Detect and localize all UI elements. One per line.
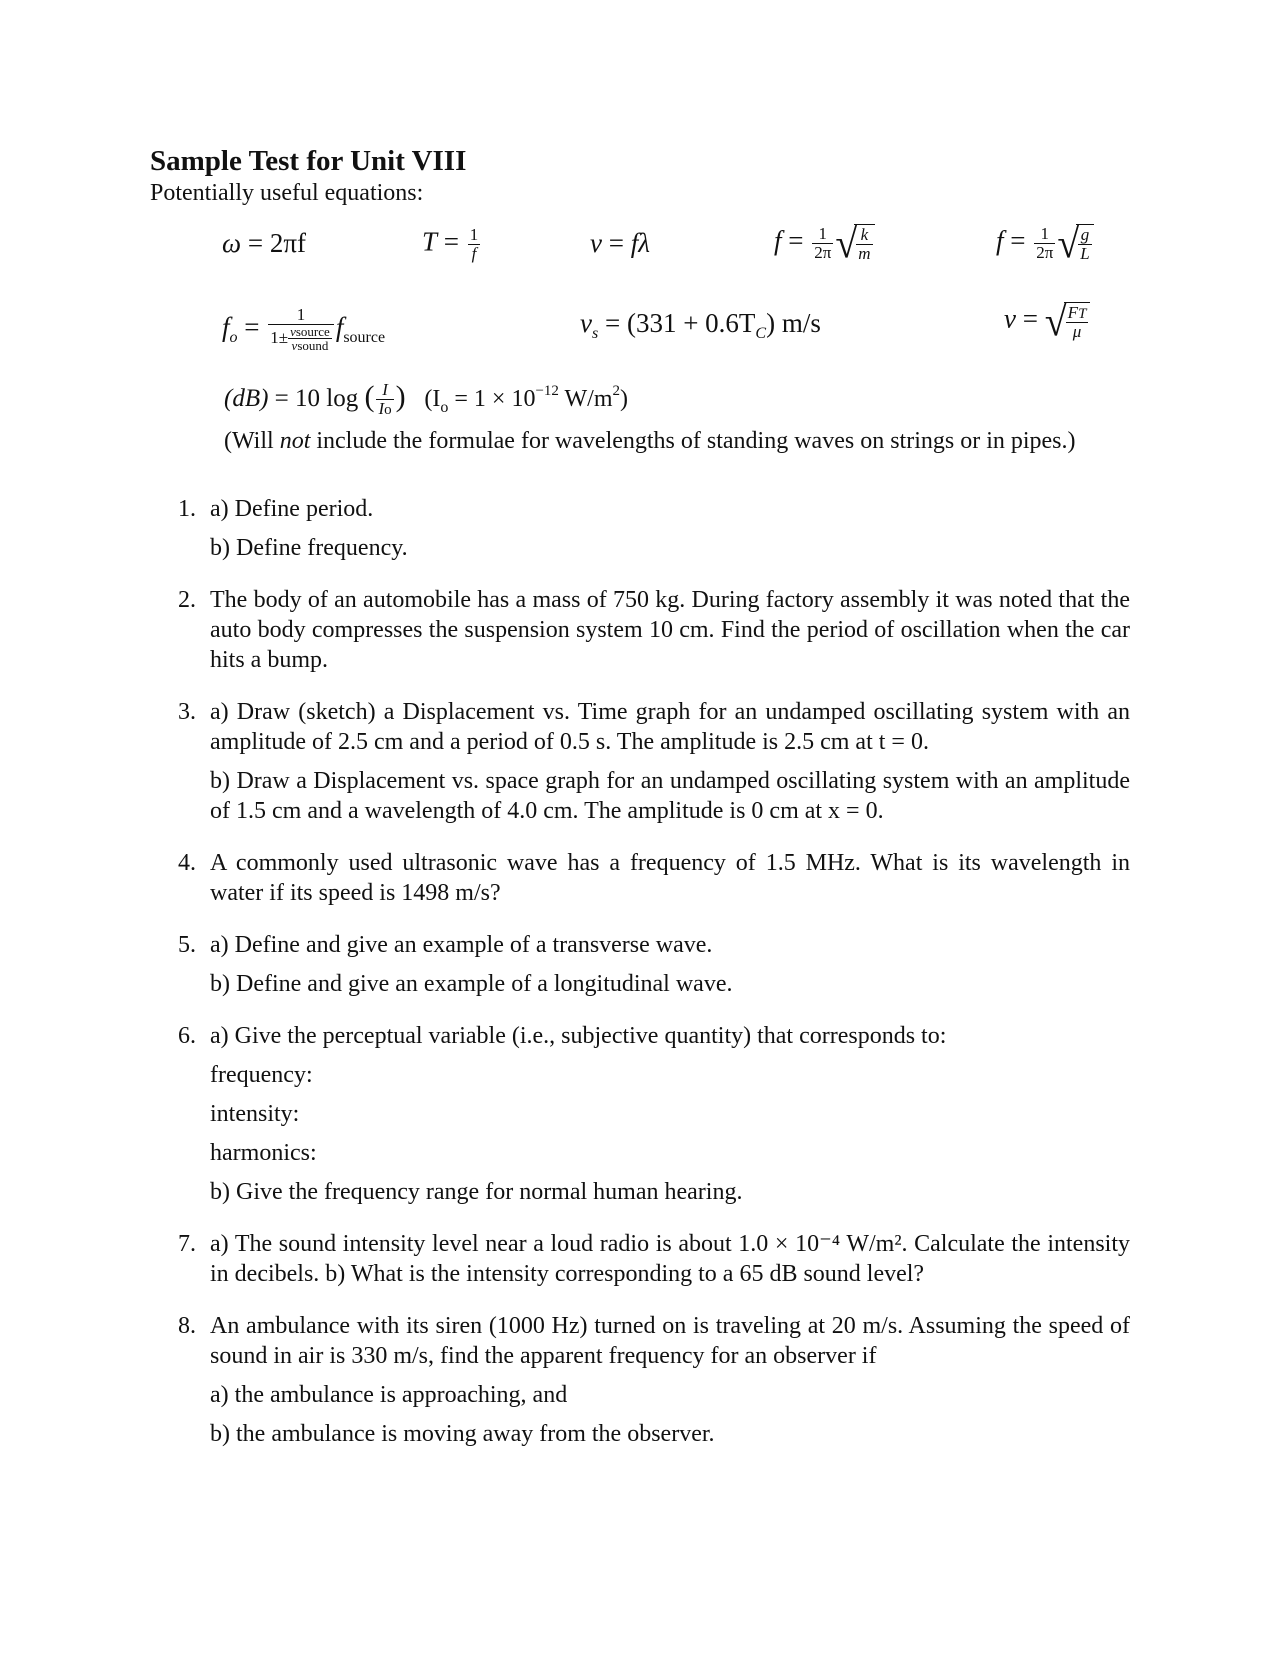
question-part: a) The sound intensity level near a loud radio is about 1.0 × 10⁻⁴ W/m². Calculate the intensity in decibels. b) What is the intensity corresponding to a 65 dB sound level? [210,1231,1130,1287]
question-5: 5. a) Define and give an example of a transverse wave. b) Define and give an example of a longitudinal wave. [170,930,1130,999]
equation-doppler: $f_o$ = 1 1± $\frac{\text{vsource}}{\text{vsound}}$ $f_{source}$ [222,305,386,354]
question-part: A commonly used ultrasonic wave has a frequency of 1.5 MHz. What is its wavelength in water if its speed is 1498 m/s? [210,850,1130,906]
question-part: b) Define and give an example of a longitudinal wave. [210,971,733,997]
question-part: The body of an automobile has a mass of 750 kg. During factory assembly it was noted that the auto body compresses the suspension system 10 cm. Find the period of oscillation when the car hits a bump. [210,587,1130,673]
question-part: a) Define period. [210,496,374,522]
equation-string-wave-speed: v = √ $\frac{FT}{\mu}$ [1004,298,1090,345]
question-part: b) Give the frequency range for normal human hearing. [210,1179,743,1205]
question-part: a) the ambulance is approaching, and [210,1382,568,1408]
square-root: √ $\frac{FT}{\mu}$ [1045,298,1091,345]
question-part: frequency: [210,1062,313,1088]
square-root: √ $\frac{g}{L}$ [1057,220,1093,267]
period-fraction: $\frac{1}{f}$ [469,225,479,263]
question-4: 4. A commonly used ultrasonic wave has a frequency of 1.5 MHz. What is its wavelength in water if its speed is 1498 m/s? [178,850,1130,906]
question-part: a) Give the perceptual variable (i.e., subjective quantity) that corresponds to: [210,1023,947,1049]
question-part: An ambulance with its siren (1000 Hz) turned on is traveling at 20 m/s. Assuming the speed of sound in air is 330 m/s, find the apparent frequency for an observer if [210,1313,1130,1369]
question-6: 6. a) Give the perceptual variable (i.e., subjective quantity) that corresponds to: frequency: intensity: harmonics: b) Give the frequency range for normal human hearing. [170,1021,1130,1207]
equation-decibel: (dB) = 10 log ( $\frac{I}{Io}$ ) ($I_o = 1 \times 10^{-12}$ $W/m^2$) [224,380,628,419]
doppler-fraction: 1 1± $\frac{\text{vsource}}{\text{vsound}}$ [268,306,334,353]
equation-pendulum-frequency: f = $\frac{1}{2\pi}$ √ $\frac{g}{L}$ [996,220,1094,267]
question-part: b) Draw a Displacement vs. space graph for an undamped oscillating system with an amplitude of 1.5 cm and a wavelength of 4.0 cm. The amplitude is 0 cm at x = 0. [210,768,1130,824]
question-part: a) Draw (sketch) a Displacement vs. Time graph for an undamped oscillating system with an amplitude of 2.5 cm and a period of 0.5 s. The amplitude is 2.5 cm at t = 0. [210,699,1130,755]
equation-wave-speed: v = fλ [590,228,650,258]
question-part: intensity: [210,1101,300,1127]
formula-note: (Will not include the formulae for wavelengths of standing waves on strings or in pipes.) [224,428,1076,454]
question-7: 7. a) The sound intensity level near a loud radio is about 1.0 × 10⁻⁴ W/m². Calculate the intensity in decibels. b) What is the intensity corresponding to a 65 dB sound level? [178,1231,1130,1287]
equation-speed-of-sound: $v_s = (331 + 0.6T_C)$ m/s [580,308,821,342]
question-8: 8. An ambulance with its siren (1000 Hz) turned on is traveling at 20 m/s. Assuming the speed of sound in air is 330 m/s, find the apparent frequency for an observer if a) the ambulance is approaching, and b) the ambulance is moving away from the observer. [178,1313,1130,1447]
question-3: 3. a) Draw (sketch) a Displacement vs. Time graph for an undamped oscillating system with an amplitude of 2.5 cm and a period of 0.5 s. The amplitude is 2.5 cm at t = 0. b) Draw a Displacement vs. space graph for an undamped oscillating system with an amplitude of 1.5 cm and a wavelength of 4.0 cm. The amplitude is 0 cm at x = 0. [178,699,1130,824]
question-part: b) the ambulance is moving away from the observer. [210,1421,715,1447]
question-list [170,494,1130,1471]
equation-spring-frequency: f = $\frac{1}{2\pi}$ √ $\frac{k}{m}$ [774,220,875,267]
equation-period: T = $\frac{1}{f}$ [422,225,479,263]
question-part: harmonics: [210,1140,317,1166]
question-part: b) Define frequency. [210,535,408,561]
page-title: Sample Test for Unit VIII [150,145,467,177]
question-1: 1. a) Define period. b) Define frequency. [170,494,1130,563]
question-part: a) Define and give an example of a transverse wave. [210,932,713,958]
square-root: √ $\frac{k}{m}$ [835,220,874,267]
equation-angular-frequency: ω = 2πf [222,228,306,258]
question-2: 2. The body of an automobile has a mass of 750 kg. During factory assembly it was noted that the auto body compresses the suspension system 10 cm. Find the period of oscillation when the car hits a bump. [178,587,1130,673]
equations-intro: Potentially useful equations: [150,180,424,206]
